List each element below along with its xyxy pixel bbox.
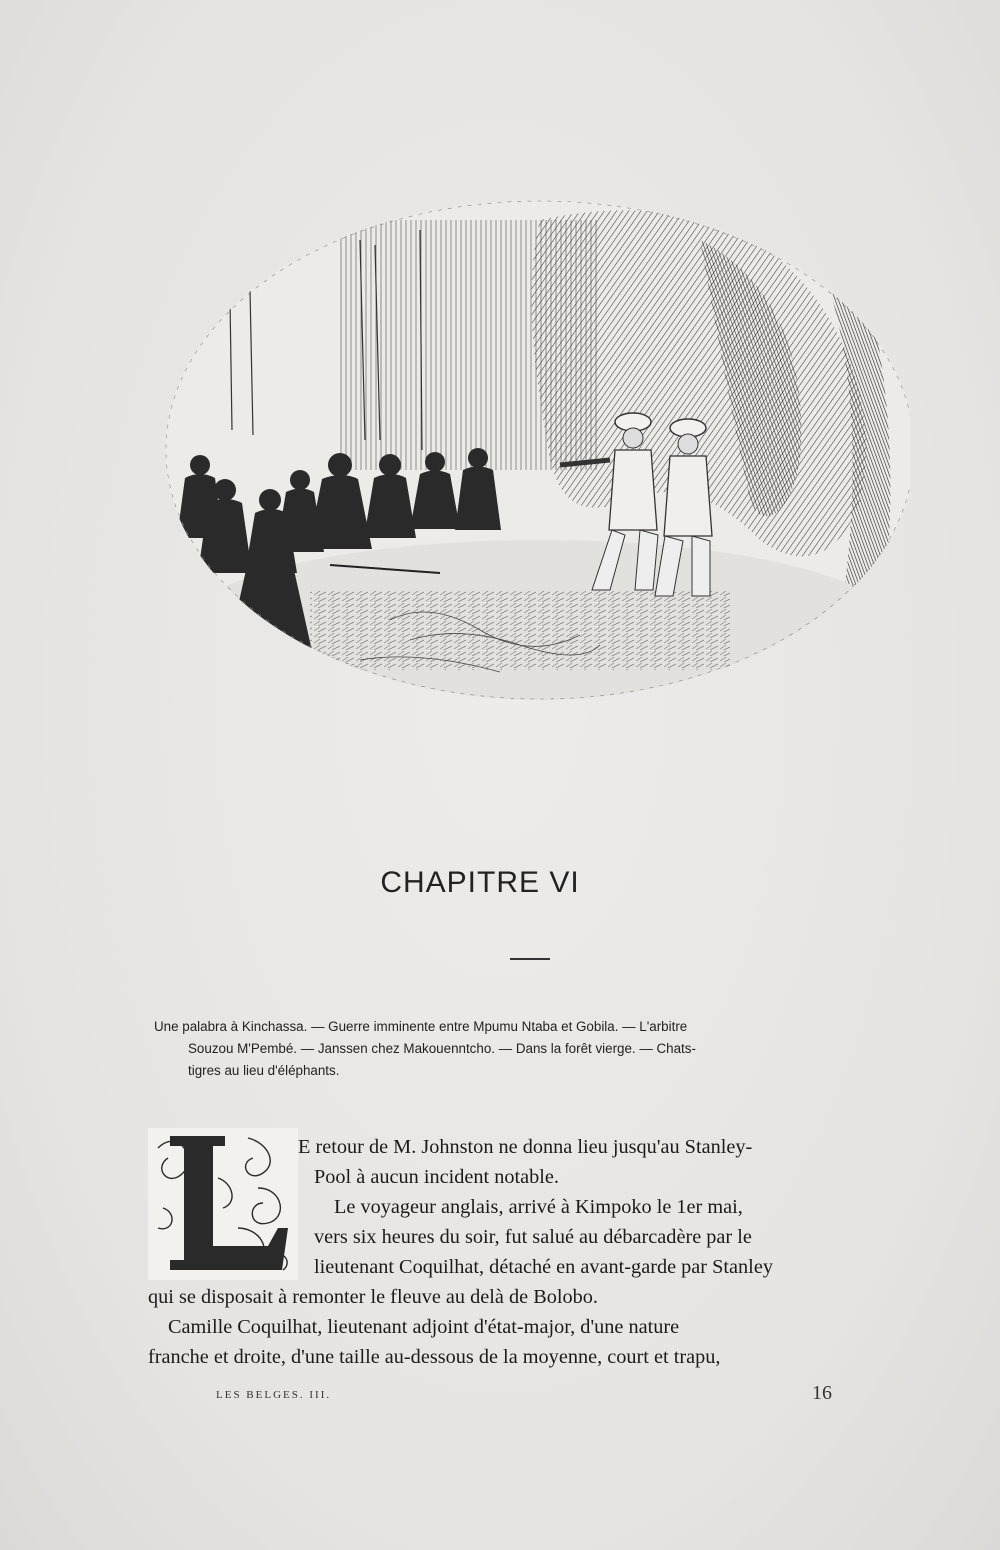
body-line: Le voyageur anglais, arrivé à Kimpoko le 1er mai, xyxy=(334,1196,743,1218)
chapter-title: CHAPITRE VI xyxy=(380,866,580,899)
summary-line: Une palabra à Kinchassa. — Guerre imminente entre Mpumu Ntaba et Gobila. — L'arbitre xyxy=(154,1019,688,1034)
title-divider xyxy=(510,958,550,960)
body-line: franche et droite, d'une taille au-dessous de la moyenne, court et trapu, xyxy=(148,1346,721,1368)
page-number: 16 xyxy=(812,1382,832,1404)
summary-line: Souzou M'Pembé. — Janssen chez Makouenntcho. — Dans la forêt vierge. — Chats- xyxy=(188,1041,696,1056)
engraving-illustration xyxy=(160,200,910,710)
running-title: LES BELGES. III. xyxy=(216,1389,332,1401)
body-line: vers six heures du soir, fut salué au débarcadère par le xyxy=(314,1226,752,1248)
body-line: qui se disposait à remonter le fleuve au delà de Bolobo. xyxy=(148,1286,599,1308)
summary-line: tigres au lieu d'éléphants. xyxy=(188,1063,340,1078)
body-line: Pool à aucun incident notable. xyxy=(314,1166,559,1188)
body-text xyxy=(148,1132,906,1372)
body-line: E retour de M. Johnston ne donna lieu jusqu'au Stanley- xyxy=(298,1136,753,1158)
body-line: Camille Coquilhat, lieutenant adjoint d'état-major, d'une nature xyxy=(168,1316,680,1338)
body-line: lieutenant Coquilhat, détaché en avant-garde par Stanley xyxy=(314,1256,773,1278)
chapter-summary xyxy=(154,1016,906,1082)
